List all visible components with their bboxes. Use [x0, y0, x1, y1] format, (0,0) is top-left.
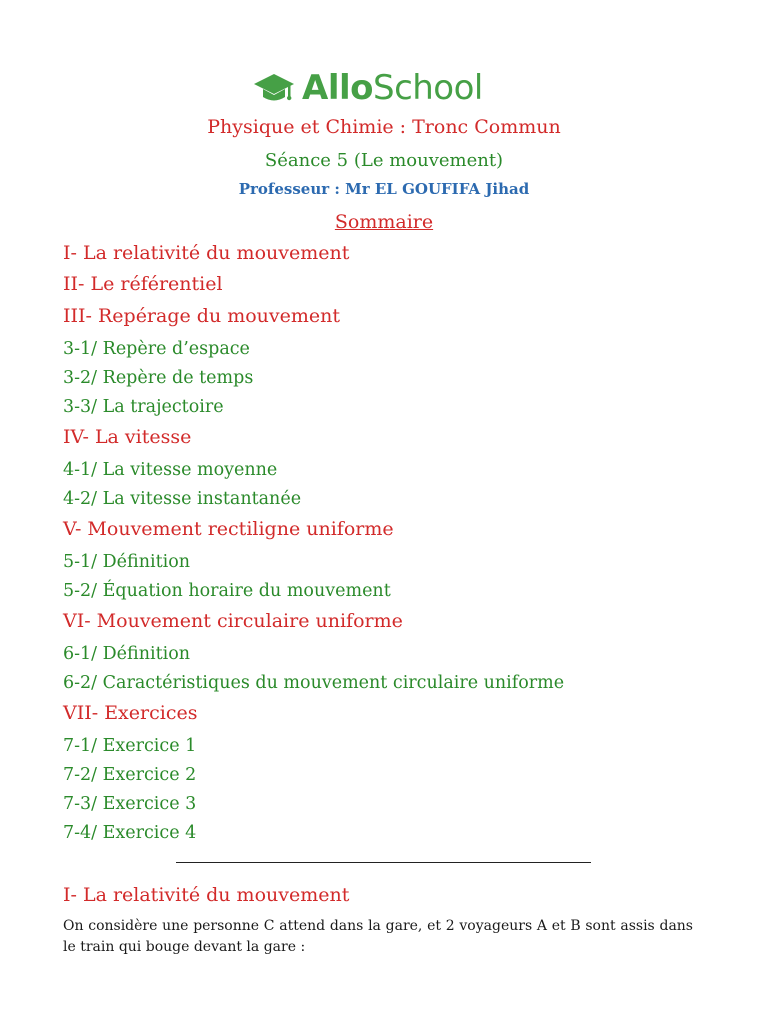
- section-divider: [176, 862, 591, 863]
- summary-heading: Sommaire: [334, 211, 434, 233]
- toc-subsection-item: 7-3/ Exercice 3: [63, 794, 197, 814]
- toc-subsection-item: 5-1/ Définition: [63, 552, 191, 572]
- logo-text-regular: School: [372, 68, 483, 108]
- toc-subsection-item: 6-2/ Caractéristiques du mouvement circulaire uniforme: [63, 673, 565, 693]
- toc-section-item: III- Repérage du mouvement: [63, 305, 341, 327]
- toc-subsection-item: 4-1/ La vitesse moyenne: [63, 460, 278, 480]
- section-heading: I- La relativité du mouvement: [63, 884, 350, 906]
- toc-section-item: V- Mouvement rectiligne uniforme: [63, 518, 394, 540]
- toc-section-item: II- Le référentiel: [63, 273, 223, 295]
- toc-subsection-item: 5-2/ Équation horaire du mouvement: [63, 581, 391, 601]
- toc-section-item: VII- Exercices: [63, 702, 198, 724]
- toc-subsection-item: 6-1/ Définition: [63, 644, 191, 664]
- toc-subsection-item: 3-3/ La trajectoire: [63, 397, 224, 417]
- course-subject: Physique et Chimie : Tronc Commun: [207, 116, 561, 138]
- graduation-cap-icon: [253, 70, 295, 106]
- session-title: Séance 5 (Le mouvement): [264, 150, 504, 171]
- toc-subsection-item: 3-1/ Repère d’espace: [63, 339, 250, 359]
- toc-subsection-item: 7-1/ Exercice 1: [63, 736, 197, 756]
- toc-subsection-item: 3-2/ Repère de temps: [63, 368, 254, 388]
- alloschool-logo: [253, 66, 483, 110]
- professor-name: Professeur : Mr EL GOUFIFA Jihad: [238, 180, 530, 198]
- section-paragraph: On considère une personne C attend dans la gare, et 2 voyageurs A et B sont assis dans le train qui bouge devant la gare :: [63, 918, 693, 955]
- toc-subsection-item: 7-2/ Exercice 2: [63, 765, 197, 785]
- toc-subsection-item: 4-2/ La vitesse instantanée: [63, 489, 302, 509]
- toc-section-item: IV- La vitesse: [63, 426, 192, 448]
- logo-text-bold: Allo: [302, 68, 373, 108]
- toc-section-item: VI- Mouvement circulaire uniforme: [63, 610, 403, 632]
- toc-subsection-item: 7-4/ Exercice 4: [63, 823, 197, 843]
- toc-section-item: I- La relativité du mouvement: [63, 242, 350, 264]
- logo-wordmark: [302, 68, 483, 108]
